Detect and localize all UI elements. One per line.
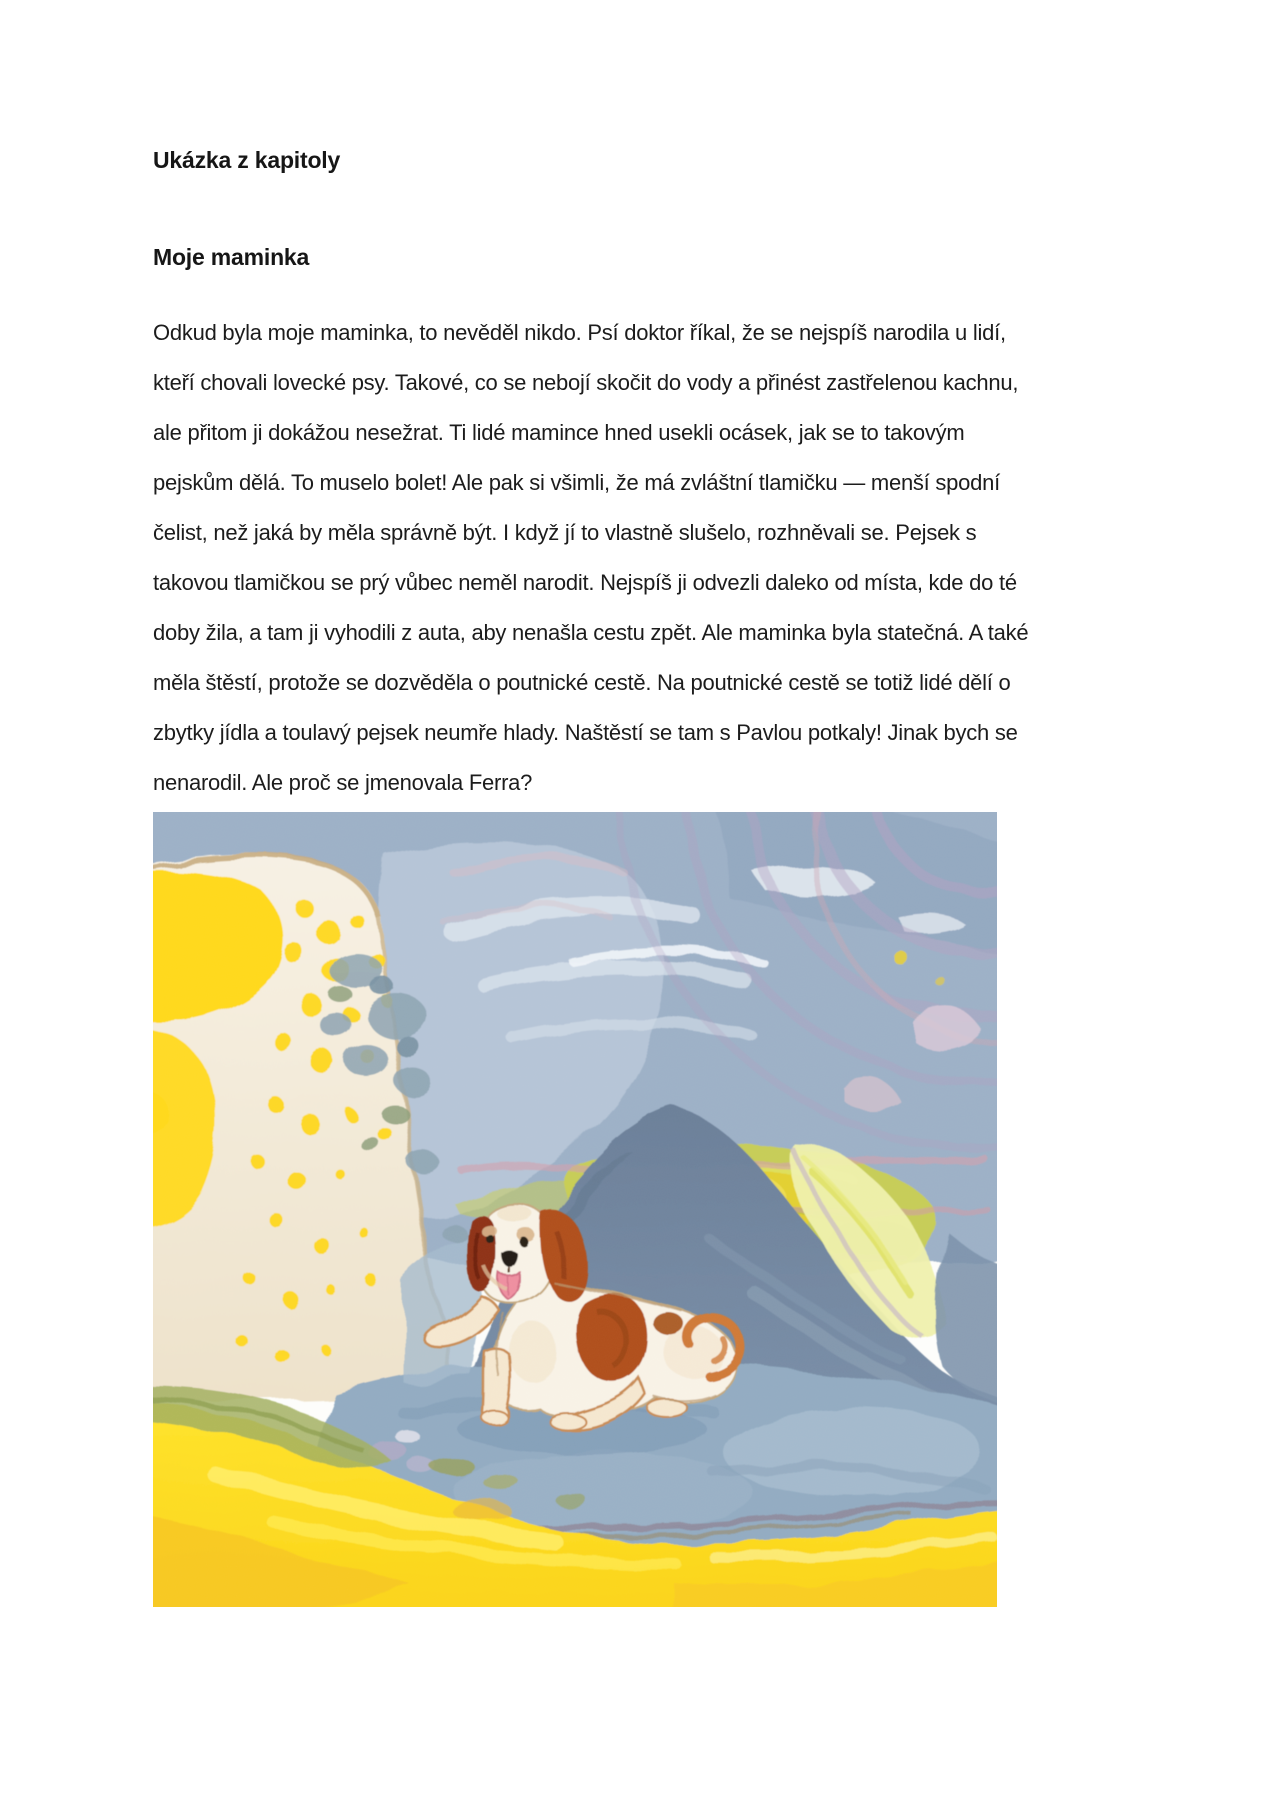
paragraph-line: doby žila, a tam ji vyhodili z auta, aby nenašla cestu zpět. Ale maminka byla statečná. A také: [153, 620, 1029, 645]
paragraph-line: Odkud byla moje maminka, to nevěděl nikdo. Psí doktor říkal, že se nejspíš narodila u lidí,: [153, 320, 1006, 345]
paragraph-line: čelist, než jaká by měla správně být. I když jí to vlastně slušelo, rozhněvali se. Pejsek s: [153, 520, 977, 545]
paragraph-line: měla štěstí, protože se dozvěděla o poutnické cestě. Na poutnické cestě se totiž lidé dělí o: [153, 670, 1011, 695]
chapter-title: Moje maminka: [153, 244, 310, 270]
story-paragraph: [153, 308, 1193, 808]
paper-texture: [153, 812, 997, 1607]
paragraph-line: kteří chovali lovecké psy. Takové, co se nebojí skočit do vody a přinést zastřelenou kachnu,: [153, 370, 1019, 395]
paragraph-line: pejskům dělá. To muselo bolet! Ale pak si všimli, že má zvláštní tlamičku — menší spodní: [153, 470, 1000, 495]
paragraph-line: ale přitom ji dokážou nesežrat. Ti lidé mamince hned usekli ocásek, jak se to takovým: [153, 420, 965, 445]
chapter-sample-heading: Ukázka z kapitoly: [153, 147, 341, 173]
illustration-dog-watercolor: [153, 812, 997, 1607]
paragraph-line: takovou tlamičkou se prý vůbec neměl narodit. Nejspíš ji odvezli daleko od místa, kde do té: [153, 570, 1017, 595]
paragraph-line: nenarodil. Ale proč se jmenovala Ferra?: [153, 770, 533, 795]
paragraph-line: zbytky jídla a toulavý pejsek neumře hlady. Naštěstí se tam s Pavlou potkaly! Jinak bych se: [153, 720, 1018, 745]
